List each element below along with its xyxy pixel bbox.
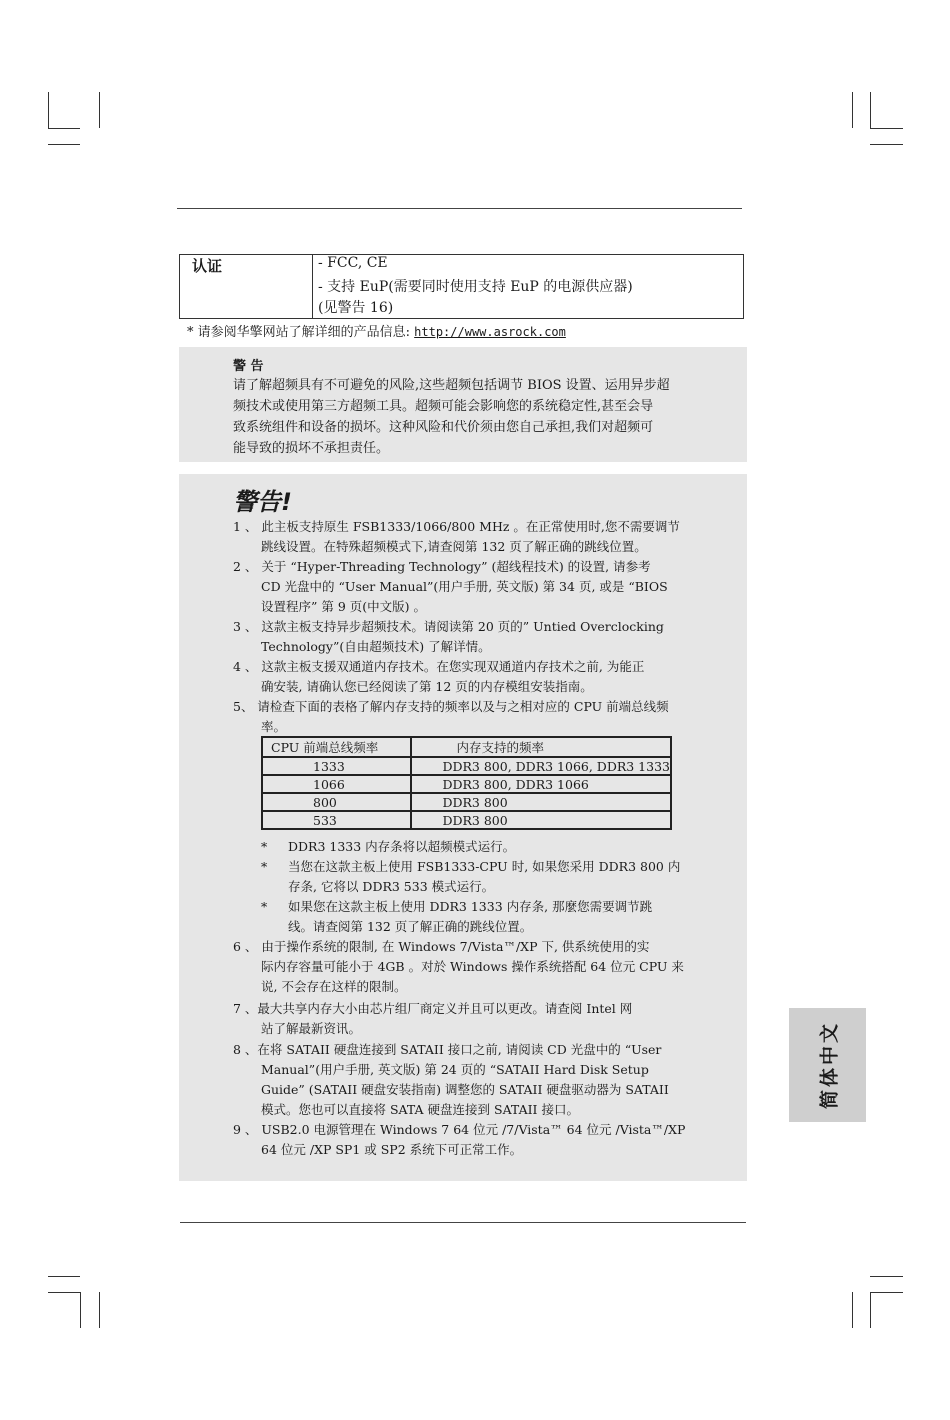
crop-mark <box>48 92 49 128</box>
certification-table <box>179 254 744 319</box>
warning-item-line: 率。 <box>261 719 287 734</box>
warning-item-line: 跳线设置。在特殊超频模式下,请查阅第 132 页了解正确的跳线位置。 <box>261 539 647 554</box>
table-divider <box>312 255 313 318</box>
warning-item-line: 5、 请检查下面的表格了解内存支持的频率以及与之相对应的 CPU 前端总线频 <box>233 699 669 714</box>
warning-item-line: Guide” (SATAII 硬盘安装指南) 调整您的 SATAII 硬盘驱动器为 SATAII <box>261 1082 669 1097</box>
table-row <box>262 793 671 811</box>
warning-item-line: 站了解最新资讯。 <box>261 1021 362 1036</box>
table-cell: DDR3 800, DDR3 1066, DDR3 1333 <box>411 757 671 775</box>
table-cell: 533 <box>262 811 411 829</box>
table-row <box>262 811 671 829</box>
crop-mark <box>870 144 903 145</box>
crop-mark <box>870 128 903 129</box>
warning-item-line: 3 、 这款主板支持异步超频技术。请阅读第 20 页的” Untied Overclocking <box>233 619 664 634</box>
table-cell: DDR3 800, DDR3 1066 <box>411 775 671 793</box>
note-star: * <box>261 839 268 854</box>
warning-item-line: 64 位元 /XP SP1 或 SP2 系统下可正常工作。 <box>261 1142 523 1157</box>
table-cell: 1066 <box>262 775 411 793</box>
certification-label: 认证 <box>192 257 223 275</box>
warning-text-line: 频技术或使用第三方超频工具。超频可能会影响您的系统稳定性,甚至会导 <box>233 399 654 414</box>
warning-item-line: 说, 不会存在这样的限制。 <box>261 979 407 994</box>
table-row <box>262 757 671 775</box>
warning-text-line: 能导致的损坏不承担责任。 <box>233 441 390 456</box>
crop-mark <box>80 1292 81 1328</box>
warning-item-line: 9 、 USB2.0 电源管理在 Windows 7 64 位元 /7/Vista™ 64 位元 /Vista™/XP <box>233 1122 686 1137</box>
warning-item-line: 确安装, 请确认您已经阅读了第 12 页的内存模组安装指南。 <box>261 679 593 694</box>
certification-line: (见警告 16) <box>318 300 394 316</box>
crop-mark <box>870 1292 903 1293</box>
crop-mark <box>870 1276 903 1277</box>
crop-mark <box>99 1292 100 1328</box>
table-header-row <box>262 737 671 757</box>
warning-item-line: 设置程序” 第 9 页(中文版) 。 <box>261 599 426 614</box>
table-cell: 800 <box>262 793 411 811</box>
note-line: 存条, 它将以 DDR3 533 模式运行。 <box>288 879 495 894</box>
footer-rule <box>180 1222 746 1223</box>
note-line: 如果您在这款主板上使用 DDR3 1333 内存条, 那麼您需要调节跳 <box>288 899 653 914</box>
warning-item-line: CD 光盘中的 “User Manual”(用户手册, 英文版) 第 34 页, 或是 “BIOS <box>261 579 668 594</box>
warning-item-line: 2 、 关于 “Hyper-Threading Technology” (超线程技术) 的设置, 请参考 <box>233 559 651 574</box>
warning-item-line: 8 、在将 SATAII 硬盘连接到 SATAII 接口之前, 请阅读 CD 光盘中的 “User <box>233 1042 662 1057</box>
warning-item-line: 1 、 此主板支持原生 FSB1333/1066/800 MHz 。在正常使用时,您不需要调节 <box>233 519 680 534</box>
certification-line: - 支持 EuP(需要同时使用支持 EuP 的电源供应器) <box>318 279 633 295</box>
language-side-tab <box>789 1008 866 1122</box>
warning-text-line: 致系统组件和设备的损坏。这种风险和代价须由您自己承担,我们对超频可 <box>233 420 654 435</box>
note-star: * <box>261 899 268 914</box>
header-rule <box>177 208 742 209</box>
note-line: 当您在这款主板上使用 FSB1333-CPU 时, 如果您采用 DDR3 800 内 <box>288 859 681 874</box>
crop-mark <box>870 1292 871 1328</box>
warning-text-line: 请了解超频具有不可避免的风险,这些超频包括调节 BIOS 设置、运用异步超 <box>233 378 670 393</box>
crop-mark <box>48 144 80 145</box>
warning-item-line: 7 、最大共享内存大小由芯片组厂商定义并且可以更改。请查阅 Intel 网 <box>233 1001 633 1016</box>
warning-item-line: 4 、 这款主板支援双通道内存技术。在您实现双通道内存技术之前, 为能正 <box>233 659 645 674</box>
crop-mark <box>852 1292 853 1328</box>
crop-mark <box>48 1292 80 1293</box>
table-cell: DDR3 800 <box>411 793 671 811</box>
warning-item-line: 模式。您也可以直接将 SATA 硬盘连接到 SATAII 接口。 <box>261 1102 579 1117</box>
table-header-cell: CPU 前端总线频率 <box>262 737 411 757</box>
memory-frequency-table <box>261 736 672 830</box>
warning-item-line: Technology”(自由超频技术) 了解详情。 <box>261 639 491 654</box>
crop-mark <box>852 92 853 128</box>
note-star: * <box>261 859 268 874</box>
table-header-cell: 内存支持的频率 <box>411 737 671 757</box>
warnings-title: 警告! <box>233 488 292 516</box>
crop-mark <box>48 1276 80 1277</box>
crop-mark <box>48 128 80 129</box>
note-line: DDR3 1333 内存条将以超频模式运行。 <box>288 839 516 854</box>
crop-mark <box>870 92 871 128</box>
warning-item-line: 6 、 由于操作系统的限制, 在 Windows 7/Vista™/XP 下, 供系统使用的实 <box>233 939 650 954</box>
crop-mark <box>99 92 100 128</box>
product-info-note <box>187 321 566 340</box>
asrock-link[interactable]: http://www.asrock.com <box>414 325 566 339</box>
warning-heading: 警 告 <box>233 359 264 374</box>
warning-item-line: Manual”(用户手册, 英文版) 第 24 页的 “SATAII Hard Disk Setup <box>261 1062 649 1077</box>
note-line: 线。请查阅第 132 页了解正确的跳线位置。 <box>288 919 533 934</box>
certification-line: - FCC, CE <box>318 255 388 271</box>
table-row <box>262 775 671 793</box>
note-text: * 请参阅华擎网站了解详细的产品信息: <box>187 325 415 340</box>
table-cell: DDR3 800 <box>411 811 671 829</box>
side-tab-label: 简体中文 <box>818 1020 840 1110</box>
table-cell: 1333 <box>262 757 411 775</box>
warning-item-line: 际内存容量可能小于 4GB 。对於 Windows 操作系统搭配 64 位元 CPU 来 <box>261 959 684 974</box>
